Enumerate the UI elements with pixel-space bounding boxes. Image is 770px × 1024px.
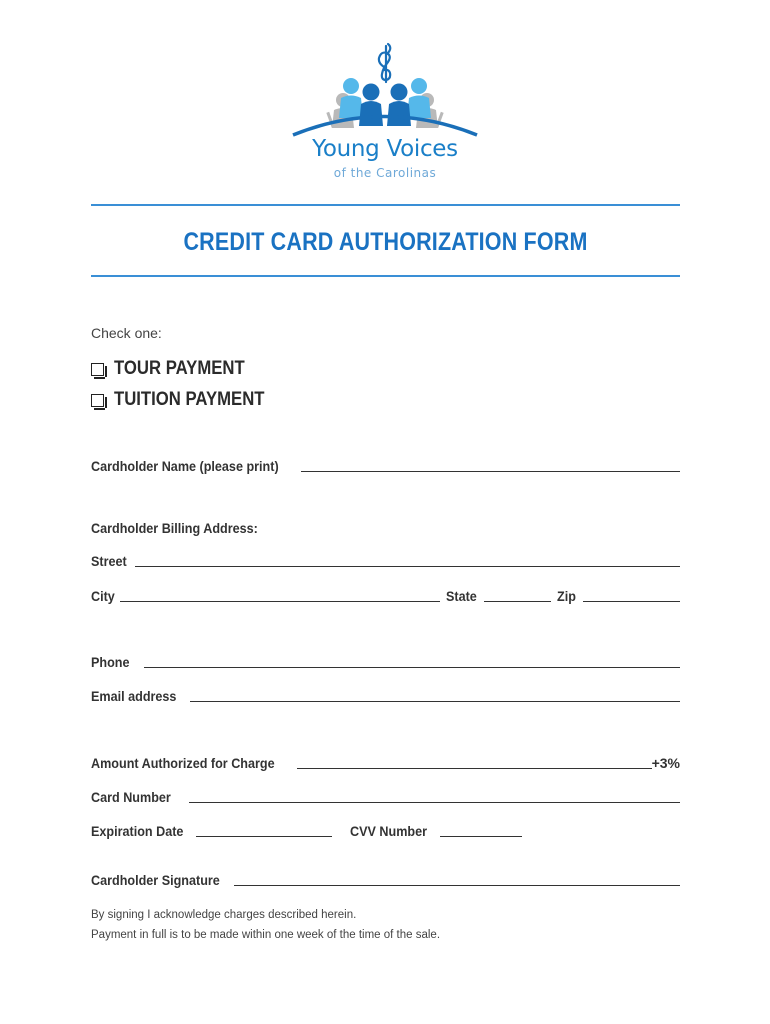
amount-field[interactable] [297,768,652,769]
bottom-divider [91,275,680,277]
zip-label: Zip [557,588,576,604]
card-number-field[interactable] [189,802,680,803]
billing-address-row [91,516,680,536]
payment-terms-note: Payment in full is to be made within one week of the time of the sale. [91,929,441,941]
option-tuition-payment[interactable] [91,389,285,411]
email-field[interactable] [190,701,680,702]
cardholder-name-row [91,454,680,474]
phone-field[interactable] [144,667,680,668]
form-title: CREDIT CARD AUTHORIZATION FORM [183,228,588,256]
expiration-label: Expiration Date [91,823,184,839]
option-label: TUITION PAYMENT [114,389,265,410]
top-divider [91,204,680,206]
email-row [91,684,680,704]
street-label: Street [91,553,127,569]
billing-address-label: Cardholder Billing Address: [91,520,258,536]
check-one-label: Check one: [91,325,162,341]
phone-label: Phone [91,654,130,670]
amount-label: Amount Authorized for Charge [91,755,275,771]
acknowledgement-note: By signing I acknowledge charges described herein. [91,909,357,921]
logo-subtitle: of the Carolinas [333,166,437,180]
email-label: Email address [91,688,177,704]
option-tour-payment[interactable] [91,358,263,380]
city-field[interactable] [120,601,440,602]
cvv-field[interactable] [440,836,522,837]
card-number-label: Card Number [91,789,171,805]
street-field[interactable] [135,566,680,567]
zip-field[interactable] [583,601,680,602]
treble-clef-choir-icon [285,38,485,138]
phone-row [91,650,680,670]
signature-field[interactable] [234,885,680,886]
expiration-cvv-row [91,819,680,839]
signature-row [91,868,680,888]
cardholder-name-field[interactable] [301,471,680,472]
card-number-row [91,785,680,805]
amount-row [91,751,680,771]
checkbox-icon[interactable] [91,394,104,407]
street-row [91,549,680,569]
cvv-label: CVV Number [350,823,428,839]
checkbox-icon[interactable] [91,363,104,376]
city-label: City [91,588,115,604]
organization-logo [285,38,485,188]
city-state-zip-row [91,584,680,604]
state-label: State [446,588,477,604]
cardholder-name-label: Cardholder Name (please print) [91,458,279,474]
signature-label: Cardholder Signature [91,872,220,888]
logo-title: Young Voices [312,136,458,162]
state-field[interactable] [484,601,551,602]
amount-surcharge: +3% [651,755,680,771]
option-label: TOUR PAYMENT [114,358,245,379]
expiration-field[interactable] [196,836,332,837]
